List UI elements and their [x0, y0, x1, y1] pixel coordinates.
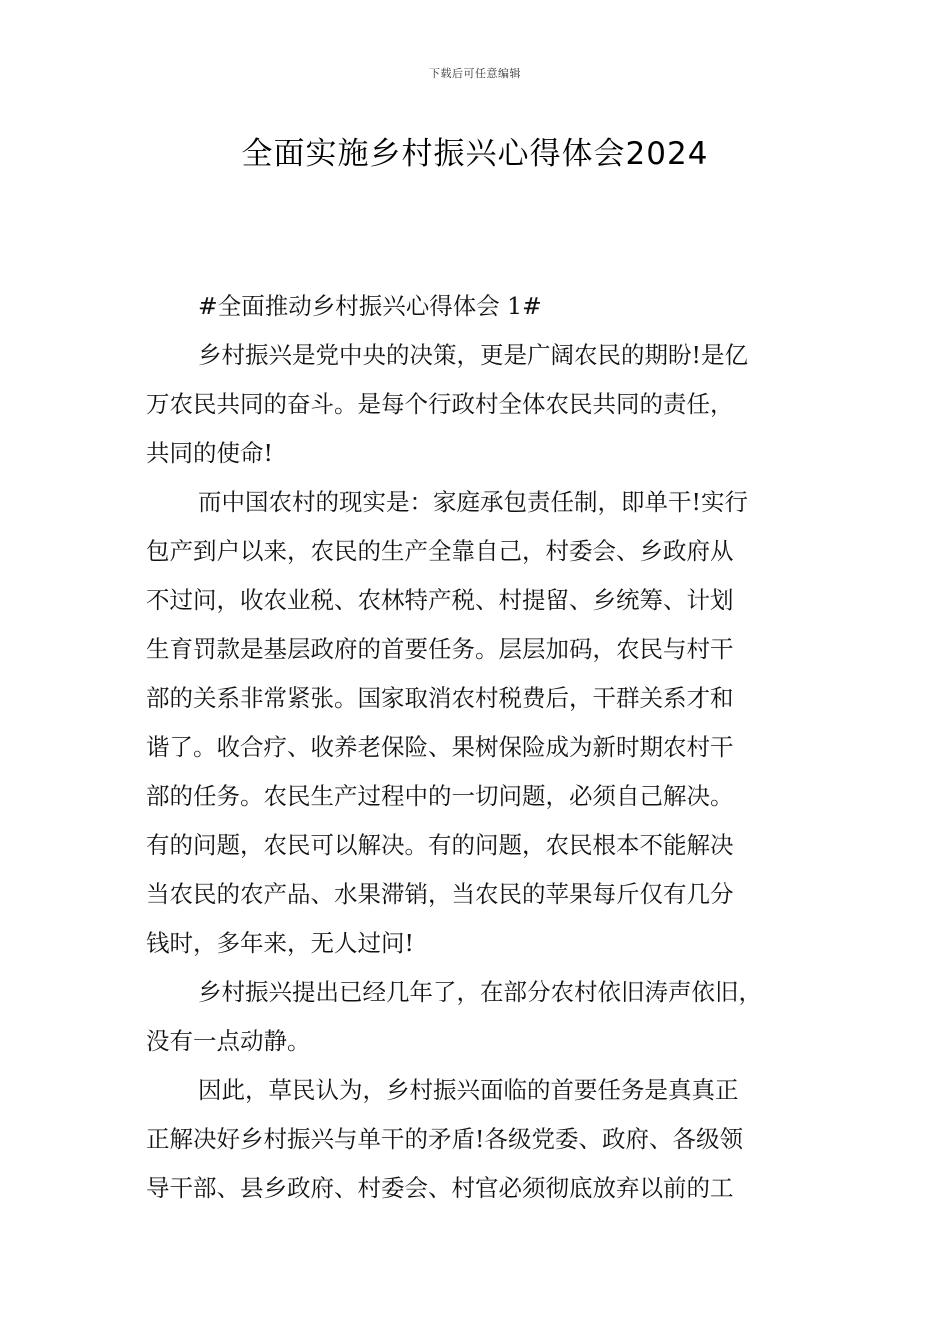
header-note: 下载后可任意编辑	[429, 67, 521, 80]
paragraph-line: 共同的使命!	[146, 439, 273, 467]
document-body	[146, 282, 810, 1213]
paragraph-line: 钱时，多年来，无人过问!	[146, 929, 414, 957]
paragraph-line: 因此，草民认为，乡村振兴面临的首要任务是真真正	[198, 1076, 739, 1104]
paragraph-line: 没有一点动静。	[146, 1027, 311, 1055]
paragraph-line: 包产到户以来，农民的生产全靠自己，村委会、乡政府从	[146, 537, 734, 565]
paragraph-line: 谐了。收合疗、收养老保险、果树保险成为新时期农村干	[146, 733, 734, 761]
paragraph-line: 万农民共同的奋斗。是每个行政村全体农民共同的责任，	[146, 390, 734, 418]
paragraph-line: 部的关系非常紧张。国家取消农村税费后，干群关系才和	[146, 684, 734, 712]
paragraph-line: 当农民的农产品、水果滞销，当农民的苹果每斤仅有几分	[146, 880, 734, 908]
paragraph-line: 正解决好乡村振兴与单干的矛盾!各级党委、政府、各级领	[146, 1125, 743, 1153]
section-heading: #全面推动乡村振兴心得体会 1#	[198, 292, 542, 320]
paragraph-line: 乡村振兴是党中央的决策，更是广阔农民的期盼!是亿	[198, 341, 748, 369]
document-title: 全面实施乡村振兴心得体会2024	[241, 136, 709, 172]
paragraph-line: 而中国农村的现实是：家庭承包责任制，即单干!实行	[198, 488, 748, 516]
paragraph-line: 有的问题，农民可以解决。有的问题，农民根本不能解决	[146, 831, 734, 859]
paragraph-line: 部的任务。农民生产过程中的一切问题，必须自己解决。	[146, 782, 734, 810]
paragraph-line: 乡村振兴提出已经几年了，在部分农村依旧涛声依旧，	[198, 978, 762, 1006]
paragraph-line: 生育罚款是基层政府的首要任务。层层加码，农民与村干	[146, 635, 734, 663]
paragraph-line: 不过问，收农业税、农林特产税、村提留、乡统筹、计划	[146, 586, 734, 614]
paragraph-line: 导干部、县乡政府、村委会、村官必须彻底放弃以前的工	[146, 1174, 734, 1202]
